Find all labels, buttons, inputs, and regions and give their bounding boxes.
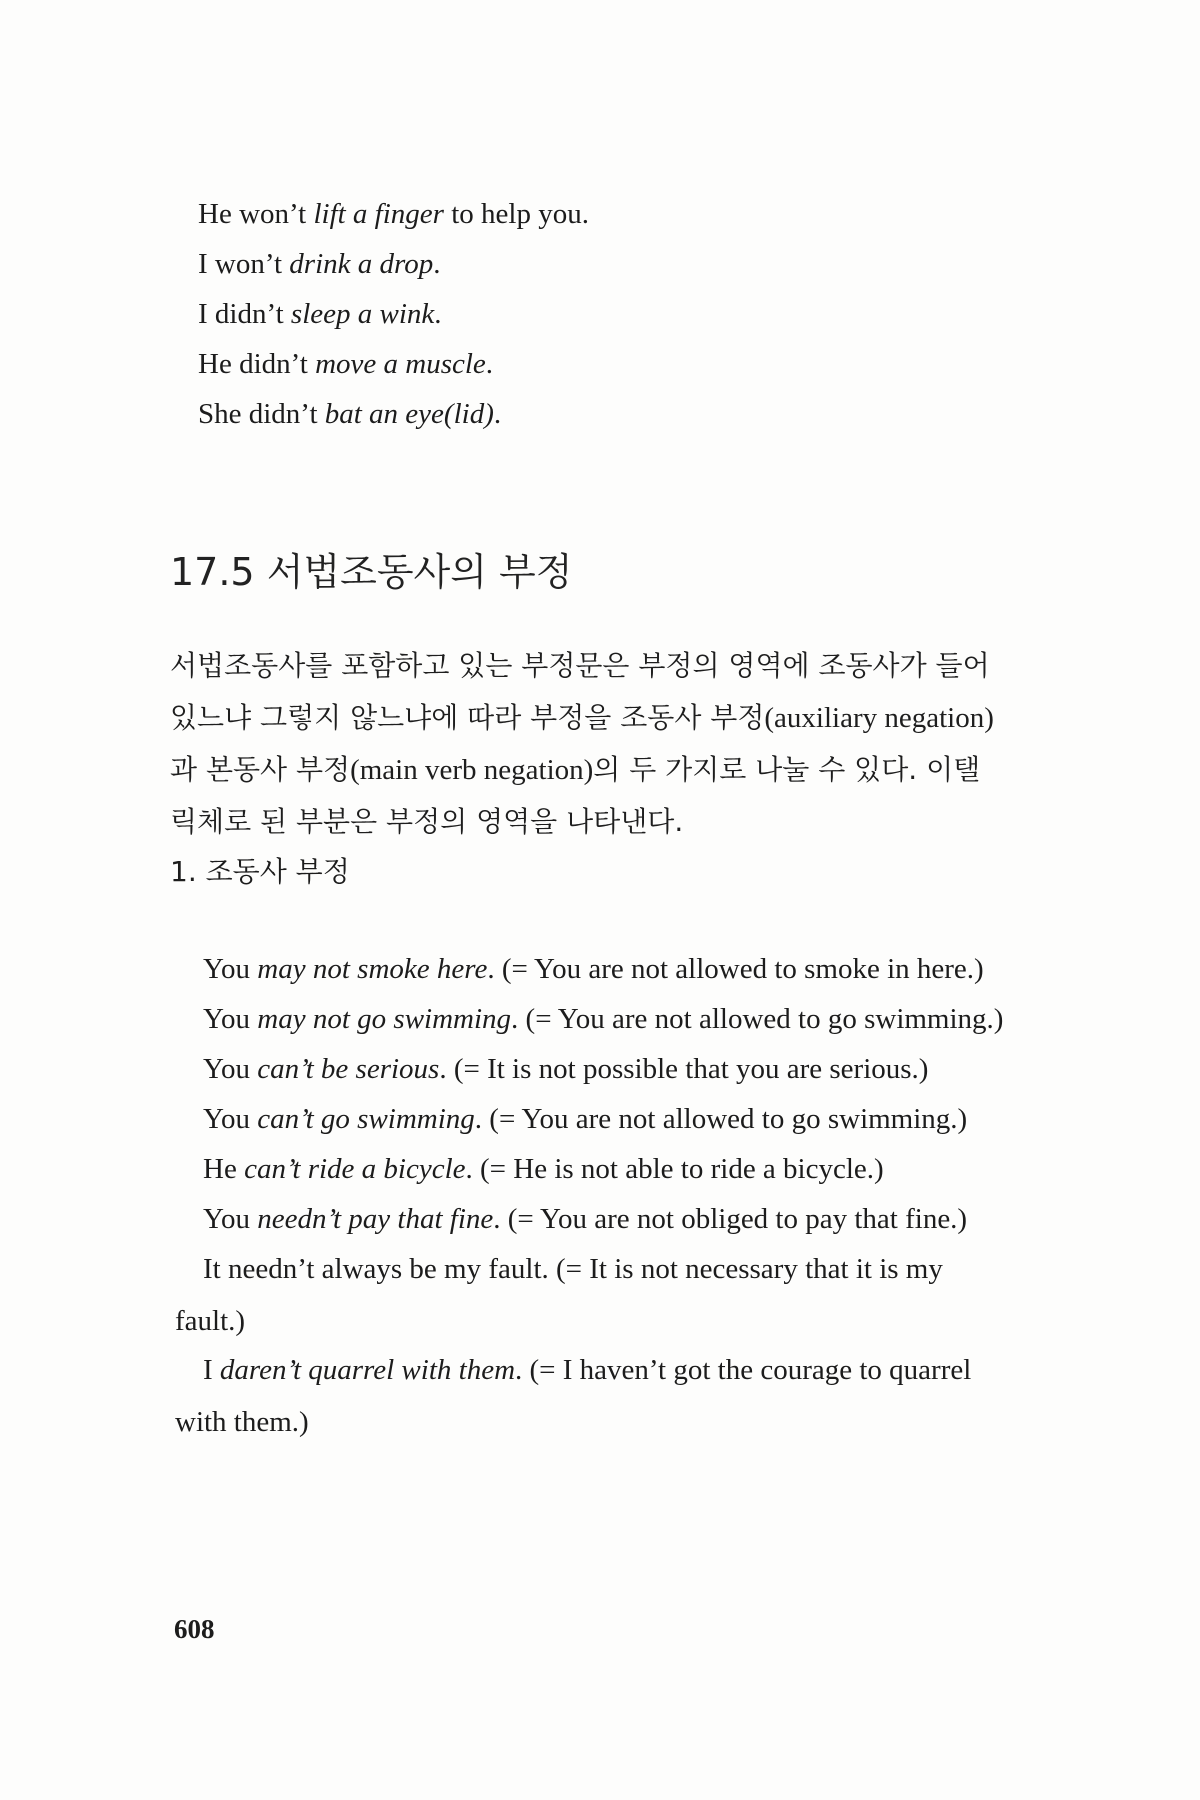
example-italic-text: move a muscle bbox=[315, 348, 486, 380]
paragraph-english-term: (auxiliary negation) bbox=[764, 702, 994, 734]
example-line bbox=[203, 1251, 943, 1287]
subsection-heading: 1. 조동사 부정 bbox=[170, 855, 350, 888]
example-text: You bbox=[203, 1203, 258, 1235]
example-text: She didn’t bbox=[198, 398, 325, 430]
example-text: I didn’t bbox=[198, 298, 291, 330]
example-line bbox=[203, 1201, 967, 1237]
example-line bbox=[203, 1151, 884, 1187]
paragraph-line bbox=[170, 692, 1050, 744]
example-line bbox=[198, 246, 440, 282]
example-text: . (= I haven’t got the courage to quarrel bbox=[515, 1354, 972, 1386]
example-italic-text: can’t ride a bicycle bbox=[244, 1153, 466, 1185]
example-text: fault.) bbox=[175, 1305, 246, 1337]
example-line bbox=[203, 951, 984, 987]
example-text: You bbox=[203, 953, 258, 985]
paragraph-line bbox=[170, 796, 1050, 848]
example-line bbox=[203, 1101, 967, 1137]
example-line bbox=[203, 1051, 928, 1087]
example-text: . (= You are not allowed to go swimming.) bbox=[474, 1103, 968, 1135]
example-text: . bbox=[434, 298, 442, 330]
example-italic-text: bat an eye(lid) bbox=[324, 398, 494, 430]
paragraph-text: 릭체로 된 부분은 부정의 영역을 나타낸다. bbox=[170, 805, 684, 838]
example-text: . (= He is not able to ride a bicycle.) bbox=[465, 1153, 884, 1185]
example-italic-text: can’t be serious bbox=[257, 1053, 440, 1085]
paragraph-line bbox=[170, 744, 1050, 796]
example-text: He didn’t bbox=[198, 348, 316, 380]
paragraph-english-term: (main verb negation) bbox=[350, 754, 594, 786]
example-line bbox=[198, 296, 442, 332]
example-text: You bbox=[203, 1003, 258, 1035]
paragraph-line bbox=[170, 640, 1050, 692]
paragraph-text: 서법조동사를 포함하고 있는 부정문은 부정의 영역에 조동사가 들어 bbox=[170, 649, 990, 682]
example-line bbox=[198, 346, 493, 382]
example-line bbox=[203, 1001, 1003, 1037]
example-text: to help you. bbox=[443, 198, 589, 230]
paragraph-text: 의 두 가지로 나눌 수 있다. 이탤 bbox=[593, 753, 981, 786]
example-text: . bbox=[433, 248, 441, 280]
example-line-continuation bbox=[175, 1303, 245, 1339]
example-line bbox=[198, 396, 501, 432]
example-text: . (= You are not obliged to pay that fine.) bbox=[493, 1203, 968, 1235]
example-text: It needn’t always be my fault. (= It is not necessary that it is my bbox=[203, 1253, 943, 1285]
paragraph-text: 과 본동사 부정 bbox=[170, 753, 351, 786]
example-italic-text: lift a finger bbox=[313, 198, 444, 230]
section-heading: 17.5 서법조동사의 부정 bbox=[170, 550, 573, 594]
example-italic-text: may not go swimming bbox=[257, 1003, 512, 1035]
example-text: I bbox=[203, 1354, 220, 1386]
example-text: You bbox=[203, 1103, 258, 1135]
example-italic-text: daren’t quarrel with them bbox=[219, 1354, 516, 1386]
example-italic-text: needn’t pay that fine bbox=[257, 1203, 494, 1235]
example-line-continuation bbox=[175, 1404, 309, 1440]
example-italic-text: may not smoke here bbox=[257, 953, 488, 985]
example-text: . bbox=[485, 348, 494, 380]
example-italic-text: drink a drop bbox=[289, 248, 434, 280]
example-line bbox=[198, 196, 589, 232]
example-text: He won’t bbox=[198, 198, 314, 230]
example-text: I won’t bbox=[198, 248, 290, 280]
example-line bbox=[203, 1352, 971, 1388]
example-italic-text: sleep a wink bbox=[290, 298, 435, 330]
example-text: You bbox=[203, 1053, 258, 1085]
paragraph-text: 있느냐 그렇지 않느냐에 따라 부정을 조동사 부정 bbox=[170, 701, 765, 734]
example-text: with them.) bbox=[175, 1406, 309, 1438]
example-text: . (= You are not allowed to smoke in here.) bbox=[487, 953, 984, 985]
page-number: 608 bbox=[174, 1614, 215, 1644]
example-text: . bbox=[493, 398, 502, 430]
example-text: . (= You are not allowed to go swimming.) bbox=[511, 1003, 1004, 1035]
example-italic-text: can’t go swimming bbox=[257, 1103, 475, 1135]
example-text: . (= It is not possible that you are serious.) bbox=[439, 1053, 929, 1085]
example-text: He bbox=[203, 1153, 245, 1185]
